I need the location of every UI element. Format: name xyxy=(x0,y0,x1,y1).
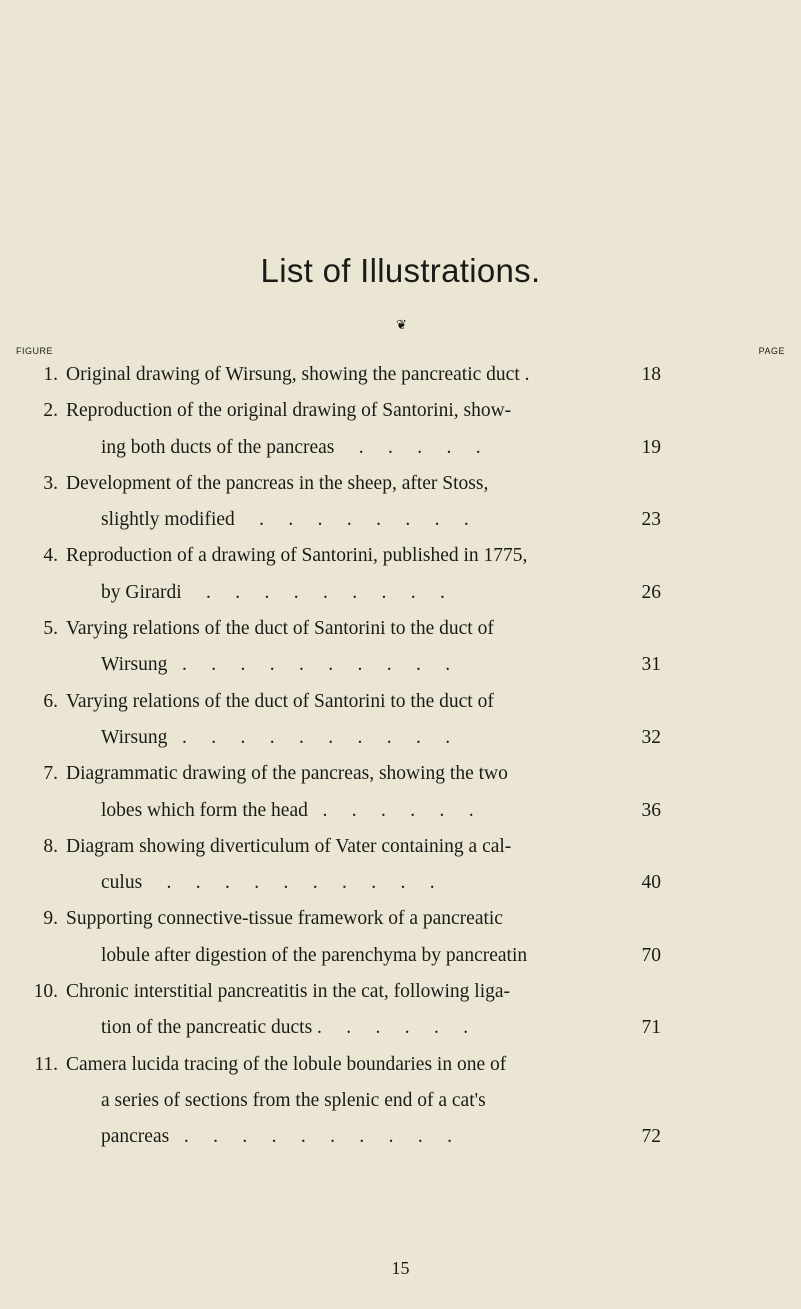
figure-number: 10. xyxy=(33,981,58,1003)
page-title: List of Illustrations. xyxy=(260,252,541,289)
entry-line xyxy=(0,974,801,1010)
entry-text: lobule after digestion of the parenchyma by pancreatin xyxy=(101,944,528,966)
entry-text: Development of the pancreas in the sheep, after Stoss, xyxy=(66,472,489,494)
entry-text: Wirsung . . . . . . . . . . xyxy=(101,726,451,748)
list-item xyxy=(0,974,801,1047)
entry-line xyxy=(0,829,801,865)
entry-text: by Girardi . . . . . . . . . xyxy=(101,581,445,603)
figure-column-header: FIGURE xyxy=(16,346,54,356)
entry-line xyxy=(0,466,801,502)
list-item xyxy=(0,1047,801,1156)
figure-number: 9. xyxy=(43,908,58,930)
entry-text: Reproduction of the original drawing of Santorini, show- xyxy=(66,400,512,422)
entry-text: Original drawing of Wirsung, showing the pancreatic duct . xyxy=(66,364,530,385)
entry-text: pancreas . . . . . . . . . . xyxy=(101,1126,452,1148)
figure-number: 3. xyxy=(43,472,58,494)
entry-line xyxy=(0,793,801,829)
page-reference: 36 xyxy=(641,799,661,821)
entry-line xyxy=(0,1047,801,1083)
entry-line xyxy=(0,502,801,538)
entry-text: Reproduction of a drawing of Santorini, published in 1775, xyxy=(66,545,528,567)
figure-number: 4. xyxy=(43,545,58,567)
entry-line xyxy=(0,756,801,792)
page-reference: 26 xyxy=(641,581,661,603)
page-reference: 31 xyxy=(641,654,661,676)
entry-line xyxy=(0,393,801,429)
list-item xyxy=(0,393,801,466)
figure-number: 8. xyxy=(43,835,58,857)
ornament-icon: ❦ xyxy=(396,318,407,333)
entry-line xyxy=(0,611,801,647)
entry-line xyxy=(0,1083,801,1119)
list-item xyxy=(0,466,801,539)
list-item xyxy=(0,538,801,611)
figure-number: 1. xyxy=(43,364,58,385)
entry-line xyxy=(0,1010,801,1046)
list-item xyxy=(0,829,801,902)
list-item xyxy=(0,901,801,974)
page-reference: 40 xyxy=(641,872,661,894)
entry-line xyxy=(0,647,801,683)
page-reference: 18 xyxy=(641,364,661,385)
entry-text: slightly modified . . . . . . . . xyxy=(101,509,469,531)
figure-number: 2. xyxy=(43,400,58,422)
entry-line xyxy=(0,575,801,611)
entry-line xyxy=(0,538,801,574)
figure-number: 5. xyxy=(43,618,58,640)
entry-text: a series of sections from the splenic end of a cat's xyxy=(101,1089,486,1111)
page-reference: 32 xyxy=(641,726,661,748)
page-reference: 71 xyxy=(641,1017,661,1039)
entry-line xyxy=(0,720,801,756)
entry-text: Diagrammatic drawing of the pancreas, showing the two xyxy=(66,763,508,785)
entry-line xyxy=(0,865,801,901)
entry-text: Diagram showing diverticulum of Vater containing a cal- xyxy=(66,835,512,857)
entry-text: Varying relations of the duct of Santorini to the duct of xyxy=(66,618,494,640)
entry-line xyxy=(0,901,801,937)
list-item xyxy=(0,357,801,393)
figure-number: 6. xyxy=(43,690,58,712)
entry-text: lobes which form the head . . . . . . xyxy=(101,799,474,821)
page-reference: 72 xyxy=(641,1126,661,1148)
figure-number: 11. xyxy=(34,1053,58,1075)
list-item xyxy=(0,611,801,684)
figure-number: 7. xyxy=(43,763,58,785)
entry-text: Wirsung . . . . . . . . . . xyxy=(101,654,451,676)
list-item xyxy=(0,756,801,829)
page-reference: 23 xyxy=(641,509,661,531)
entry-text: Camera lucida tracing of the lobule boundaries in one of xyxy=(66,1053,507,1075)
entry-text: ing both ducts of the pancreas . . . . . xyxy=(101,436,481,458)
entry-line xyxy=(0,357,801,393)
entry-line xyxy=(0,684,801,720)
entry-line xyxy=(0,1119,801,1155)
entry-line xyxy=(0,430,801,466)
list-item xyxy=(0,684,801,757)
entry-line xyxy=(0,938,801,974)
entry-text: Supporting connective-tissue framework of a pancreatic xyxy=(66,908,503,930)
entry-text: culus . . . . . . . . . . xyxy=(101,872,435,894)
entry-text: tion of the pancreatic ducts . . . . . . xyxy=(101,1017,469,1039)
page-number: 15 xyxy=(391,1258,410,1278)
entry-text: Chronic interstitial pancreatitis in the cat, following liga- xyxy=(66,981,511,1003)
page-reference: 19 xyxy=(641,436,661,458)
page-reference: 70 xyxy=(641,944,661,966)
page-column-header: PAGE xyxy=(758,346,785,356)
illustrations-list xyxy=(0,357,801,1156)
entry-text: Varying relations of the duct of Santorini to the duct of xyxy=(66,690,494,712)
